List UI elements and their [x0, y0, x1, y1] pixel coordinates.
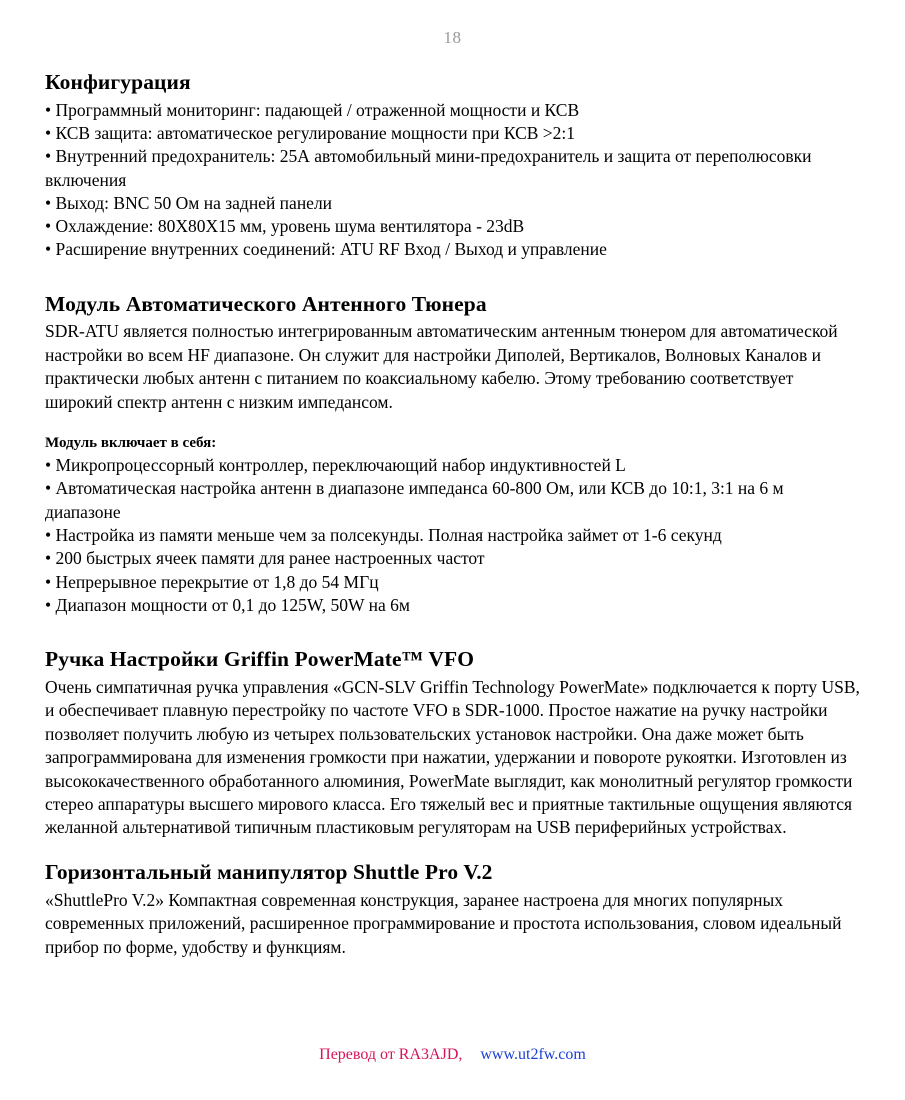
configuration-bullet-list	[45, 99, 860, 262]
document-content	[45, 70, 860, 959]
list-item: • Автоматическая настройка антенн в диапазоне импеданса 60-800 Ом, или КСВ до 10:1, 3:1 на 6 м диапазоне	[45, 478, 784, 522]
section-title-vfo: Ручка Настройки Griffin PowerMate™ VFO	[45, 647, 475, 672]
tuner-subtitle: Модуль включает в себя:	[45, 435, 217, 452]
footer-translation-credit: Перевод от RA3AJD,	[319, 1046, 463, 1063]
tuner-bullet-list	[45, 454, 860, 617]
list-item: • Внутренний предохранитель: 25А автомобильный мини-предохранитель и защита от переполюсовки включения	[45, 146, 812, 190]
list-item: • Настройка из памяти меньше чем за полсекунды. Полная настройка займет от 1-6 секунд	[45, 525, 722, 545]
page-number: 18	[443, 28, 462, 47]
spacer	[45, 617, 860, 647]
spacer	[45, 262, 860, 292]
section-title-tuner: Модуль Автоматического Антенного Тюнера	[45, 291, 487, 316]
list-item: • Расширение внутренних соединений: ATU RF Вход / Выход и управление	[45, 239, 607, 260]
list-item: • Программный мониторинг: падающей / отраженной мощности и КСВ	[45, 99, 580, 120]
list-item: • Диапазон мощности от 0,1 до 125W, 50W на 6м	[45, 594, 410, 615]
list-item: • Непрерывное перекрытие от 1,8 до 54 МГц	[45, 571, 379, 592]
vfo-paragraph: Очень симпатичная ручка управления «GCN-SLV Griffin Technology PowerMate» подключается к порту USB, и обеспечивает плавную перестройку по частоте VFO в SDR-1000. Простое нажатие на ручку настройки позволяет получить любую из четырех пользовательских установок настройки. Она даже может быть запрограммирована для изменения громкости при нажатии, удержании и повороте рукоятки. Изготовлен из высококачественного обработанного алюминия, PowerMate выглядит, как монолитный регулятор громкости стерео аппаратуры высшего мирового класса. Его тяжелый вес и приятные тактильные ощущения являются желанной альтернативой типичным пластиковым регуляторам на USB периферийных устройствах.	[45, 676, 860, 838]
footer-website-link[interactable]: www.ut2fw.com	[480, 1046, 586, 1063]
page-footer	[0, 1046, 905, 1064]
tuner-paragraph: SDR-ATU является полностью интегрированным автоматическим антенным тюнером для автоматической настройки во всем HF диапазоне. Он служит для настройки Диполей, Вертикалов, Волновых Каналов и практически любых антенн с питанием по коаксиальному кабелю. Этому требованию соответствует широкий спектр антенн с низким импедансом.	[45, 321, 838, 412]
section-title-configuration: Конфигурация	[45, 70, 191, 94]
list-item: • Выход: BNC 50 Ом на задней панели	[45, 192, 333, 213]
list-item: • Охлаждение: 80X80X15 мм, уровень шума вентилятора - 23dB	[45, 216, 525, 237]
spacer	[45, 414, 860, 434]
list-item: • Микропроцессорный контроллер, переключающий набор индуктивностей L	[45, 455, 626, 476]
section-title-shuttle: Горизонтальный манипулятор Shuttle Pro V.2	[45, 859, 493, 884]
list-item: • КСВ защита: автоматическое регулирование мощности при КСВ >2:1	[45, 123, 576, 144]
list-item: • 200 быстрых ячеек памяти для ранее настроенных частот	[45, 548, 485, 569]
shuttle-paragraph: «ShuttlePro V.2» Компактная современная конструкция, заранее настроена для многих популярных современных приложений, расширенное программирование и простота использования, словом идеальный прибор по форме, удобству и функциям.	[45, 889, 842, 957]
spacer	[45, 840, 860, 860]
